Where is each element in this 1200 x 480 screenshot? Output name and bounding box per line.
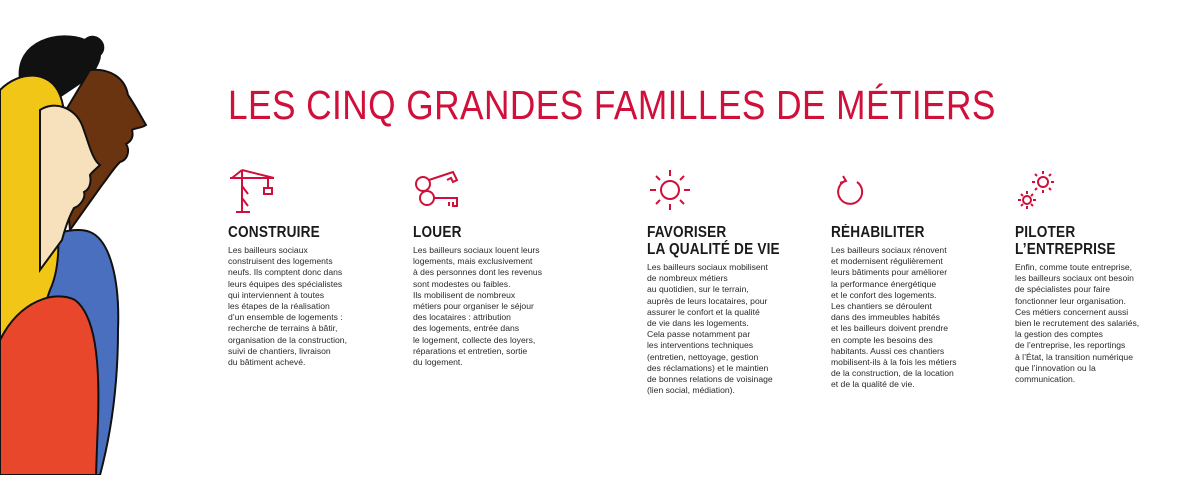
family-title: CONSTRUIRE xyxy=(228,224,320,241)
people-illustration xyxy=(0,0,200,475)
sun-icon xyxy=(647,168,807,214)
keys-icon xyxy=(413,168,573,214)
family-louer xyxy=(413,168,573,368)
family-description: Les bailleurs sociaux construisent des logements neufs. Ils comptent donc dans leurs équipes des spécialistes qui interviennent à toutes les étapes de la réalisation d’un ensemble de logements : recherche de terrains à bâtir, organisation de la construction, suivi de chantiers, livraison du bâtiment achevé. xyxy=(228,245,347,368)
family-title: LOUER xyxy=(413,224,462,241)
family-construire xyxy=(228,168,388,368)
family-piloter xyxy=(1015,168,1175,385)
page-title: LES CINQ GRANDES FAMILLES DE MÉTIERS xyxy=(228,82,996,128)
family-description: Enfin, comme toute entreprise, les bailleurs sociaux ont besoin de spécialistes pour faire fonctionner leur organisation. Ces métiers concernent aussi bien le recrutement des salariés, la gestion des comptes de l’entreprise, les reportings à l’État, la transition numérique que l’innovation ou la communication. xyxy=(1015,262,1140,385)
family-rehabiliter xyxy=(831,168,991,391)
family-description: Les bailleurs sociaux louent leurs logements, mais exclusivement à des personnes dont les revenus sont modestes ou faibles. Ils mobilisent de nombreux métiers pour organiser le séjour des locataires : attribution des logements, entrée dans le logement, collecte des loyers, réparations et entretien, sortie du logement. xyxy=(413,245,542,368)
crane-icon xyxy=(228,168,388,214)
refresh-icon xyxy=(831,168,991,214)
family-qualite-de-vie xyxy=(647,168,807,396)
family-title: RÉHABILITER xyxy=(831,224,925,241)
family-description: Les bailleurs sociaux rénovent et modernisent régulièrement leurs bâtiments pour améliorer la performance énergétique et le confort des logements. Les chantiers se déroulent dans des immeubles habités et les bailleurs doivent prendre en compte les besoins des habitants. Aussi ces chantiers mobilisent-ils à la fois les métiers de la construction, de la location et de la qualité de vie. xyxy=(831,245,957,390)
gears-icon xyxy=(1015,168,1175,214)
family-title: FAVORISER LA QUALITÉ DE VIE xyxy=(647,224,780,258)
family-description: Les bailleurs sociaux mobilisent de nombreux métiers au quotidien, sur le terrain, auprès de leurs locataires, pour assurer le confort et la qualité de vie dans les logements. Cela passe notamment par les interventions techniques (entretien, nettoyage, gestion des réclamations) et le maintien de bonnes relations de voisinage (lien social, médiation). xyxy=(647,262,773,396)
family-title: PILOTER L’ENTREPRISE xyxy=(1015,224,1116,258)
